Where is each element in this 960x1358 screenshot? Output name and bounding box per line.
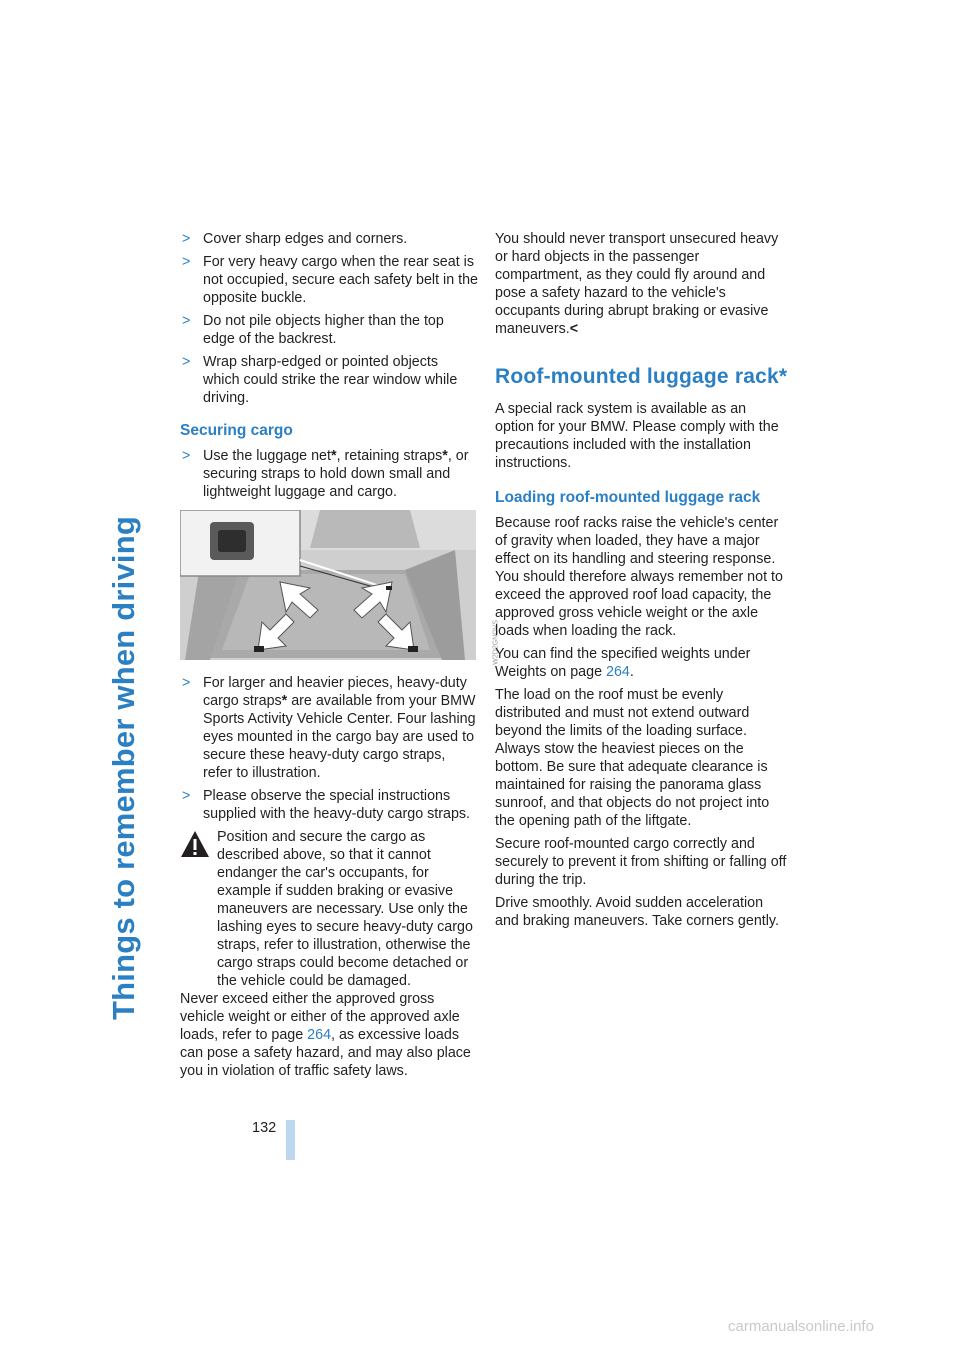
bullet-text: For very heavy cargo when the rear seat is not occupied, secure each safety belt in the opposite buckle. <box>203 254 478 306</box>
list-item <box>180 312 478 348</box>
bullet-text: Wrap sharp-edged or pointed objects which could strike the rear window while driving. <box>203 354 458 406</box>
bullet-marker: > <box>182 231 191 247</box>
bullet-marker: > <box>182 254 191 270</box>
bullet-marker: > <box>182 448 191 464</box>
image-reference-code: W2D2GNOVS <box>493 620 500 665</box>
bullet-marker: > <box>182 354 191 370</box>
subsection-heading-loading: Loading roof-mounted luggage rack <box>495 489 761 506</box>
optional-equipment-asterisk: * <box>330 448 337 464</box>
bullet-text: Please observe the special instructions supplied with the heavy-duty cargo straps. <box>203 788 471 822</box>
list-item <box>180 353 478 407</box>
warning-triangle-icon <box>180 830 210 858</box>
list-item <box>180 447 478 501</box>
page-link-264[interactable]: 264 <box>606 664 630 680</box>
optional-equipment-asterisk: * <box>442 448 448 464</box>
bullet-text: Use the luggage net*, retaining straps*, or securing straps to hold down small and lightweight luggage and cargo. <box>203 448 469 500</box>
warning-text-2: Never exceed either the approved gross vehicle weight or either of the approved axle loads, refer to page 264, as excessive loads can pose a safety hazard, and may also place you in violation of traffic safety laws. <box>180 991 471 1079</box>
page-number-bar <box>286 1120 295 1160</box>
warning-text: Position and secure the cargo as described above, so that it cannot endanger the car's occupants, for example if sudden braking or evasive maneuvers are necessary. Use only the lashing eyes to secure heavy-duty cargo straps, refer to illustration, otherwise the cargo straps could become detached or the vehicle could be damaged. <box>217 829 473 989</box>
load-distribution-paragraph: The load on the roof must be evenly distributed and must not extend outward beyond the limits of the loading surface. Always stow the heaviest pieces on the bottom. Be sure that adequate clearance is maintained for raising the panorama glass sunroof, and that objects do not project into the opening path of the liftgate. <box>495 687 770 829</box>
list-item <box>180 230 478 248</box>
roof-intro-paragraph: A special rack system is available as an option for your BMW. Please comply with the precautions included with the installation instructions. <box>495 401 779 471</box>
intro-paragraph: You should never transport unsecured heavy or hard objects in the passenger compartment, as they could fly around and pose a safety hazard to the vehicle's occupants during abrupt braking or evasive maneuvers.< <box>495 231 779 337</box>
list-item <box>180 253 478 307</box>
weights-paragraph: You can find the specified weights under Weights on page 264. <box>495 646 751 680</box>
bullet-text: For larger and heavier pieces, heavy-duty cargo straps* are available from your BMW Sports Activity Vehicle Center. Four lashing eyes mounted in the cargo bay are used to secure these heavy-duty cargo straps, refer to illustration. <box>203 675 476 781</box>
page-number: 132 <box>252 1120 277 1136</box>
warning-note <box>180 828 478 1080</box>
optional-equipment-asterisk: * <box>281 693 288 709</box>
bullet-marker: > <box>182 313 191 329</box>
bullet-text: Do not pile objects higher than the top edge of the backrest. <box>203 313 444 347</box>
drive-smoothly-paragraph: Drive smoothly. Avoid sudden acceleration and braking maneuvers. Take corners gently. <box>495 895 779 929</box>
page-link-264[interactable]: 264 <box>307 1027 332 1043</box>
section-heading-securing-cargo: Securing cargo <box>180 422 293 439</box>
left-column <box>180 230 500 1085</box>
secure-cargo-paragraph: Secure roof-mounted cargo correctly and securely to prevent it from shifting or falling off during the trip. <box>495 836 787 888</box>
bullet-marker: > <box>182 788 191 804</box>
chapter-side-title <box>98 230 158 1130</box>
list-item <box>180 787 478 823</box>
right-column <box>495 230 789 935</box>
loading-paragraph: Because roof racks raise the vehicle's center of gravity when loaded, they have a major effect on its handling and steering response. You should therefore always remember not to exceed the approved roof load capacity, the approved gross vehicle weight or the axle loads when loading the rack. <box>495 515 783 639</box>
cargo-area-photo <box>180 510 500 665</box>
bullet-text: Cover sharp edges and corners. <box>203 231 408 247</box>
section-heading-roof-rack: Roof-mounted luggage rack* <box>495 365 788 388</box>
list-item <box>180 674 478 782</box>
end-mark: < <box>569 321 579 337</box>
bullet-marker: > <box>182 675 191 691</box>
chapter-title-text: Things to remember when driving <box>106 516 141 1020</box>
footer-watermark: carmanualsonline.info <box>728 1318 874 1335</box>
